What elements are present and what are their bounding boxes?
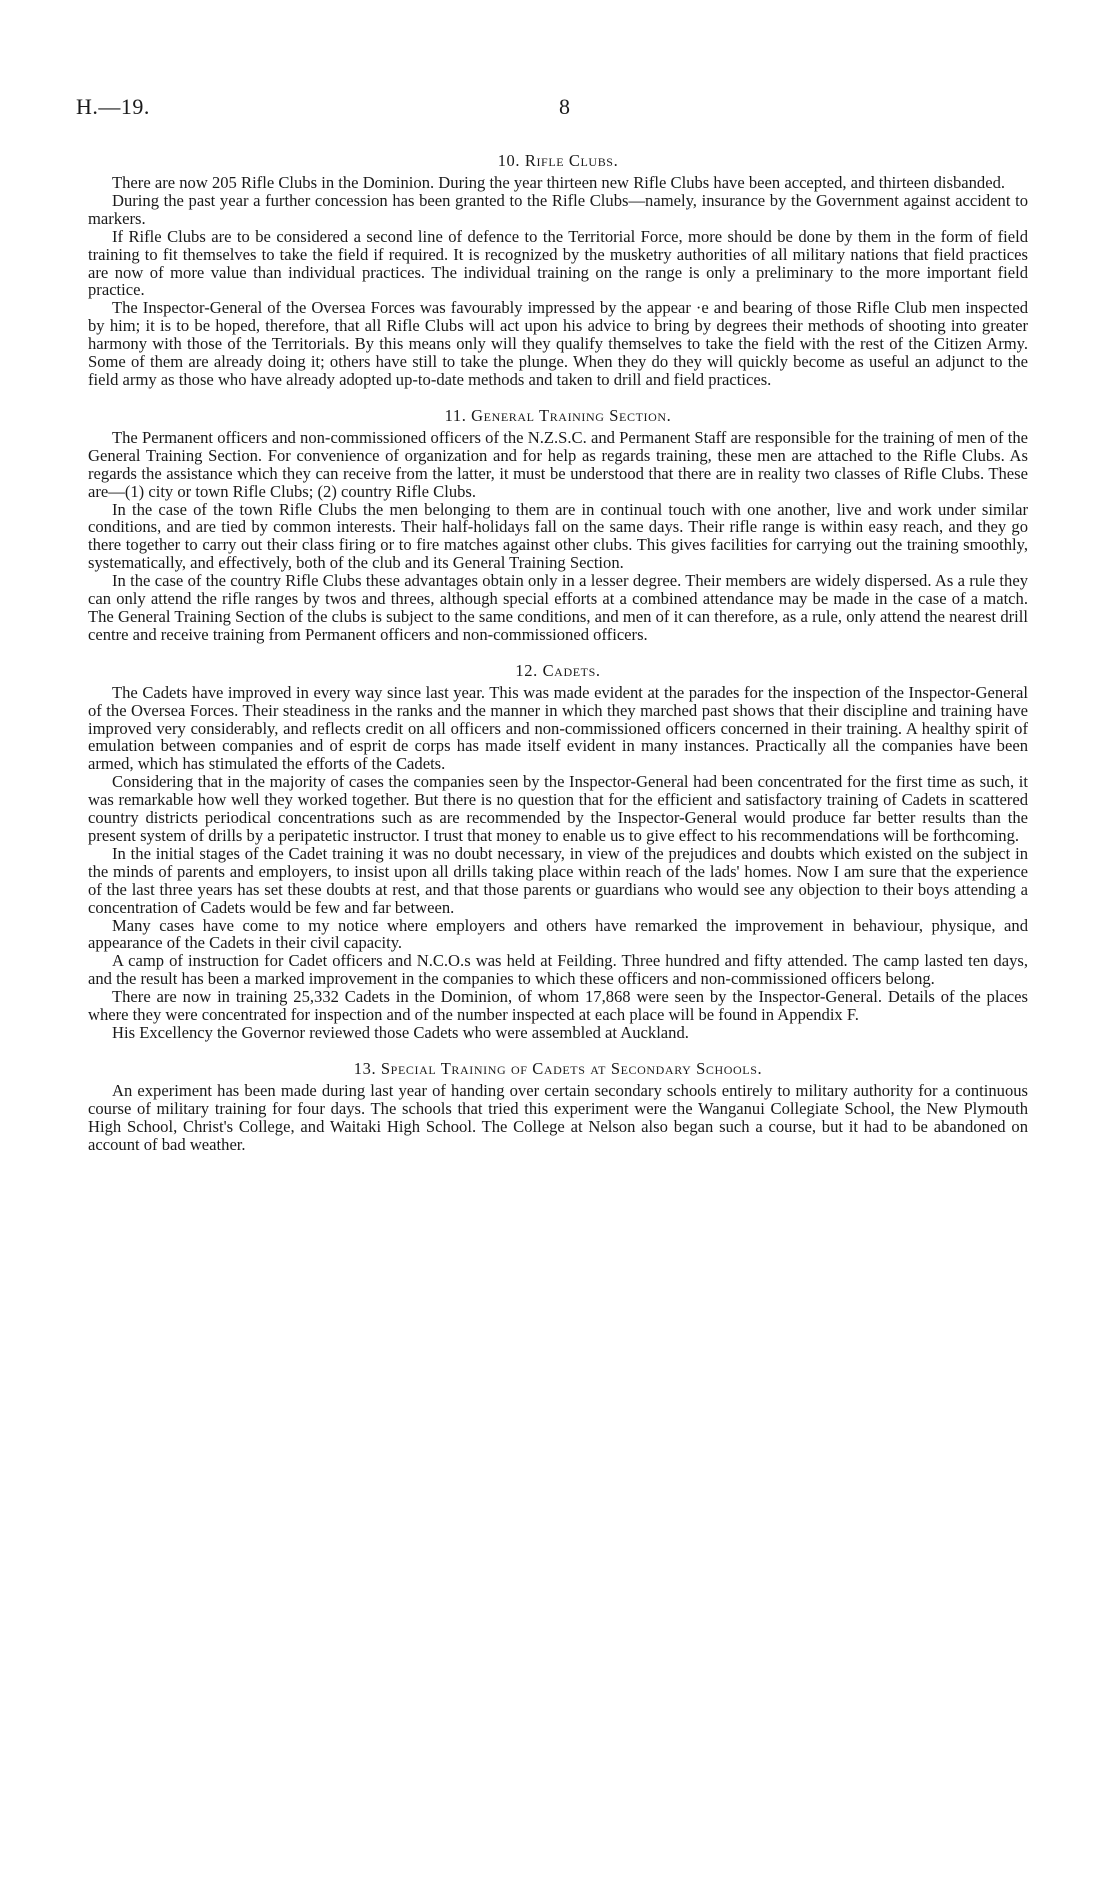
paragraph: The Cadets have improved in every way since last year. This was made evident at the parades for the inspection of the Inspector-General of the Oversea Forces. Their steadiness in the ranks and the manner in which they marched past shows that their discipline and training have improved very considerably, and reflects credit on all officers and non-commissioned officers concerned in their training. A healthy spirit of emulation between companies and of esprit de corps has made itself evident in many instances. Practically all the companies have been armed, which has stimulated the efforts of the Cadets. [88, 682, 1028, 774]
paragraph: There are now in training 25,332 Cadets in the Dominion, of whom 17,868 were seen by the Inspector-General. Details of the places where they were concentrated for inspection and of the number inspected at each place will be found in Appendix F. [88, 987, 1028, 1025]
section-rifle-clubs [88, 150, 1028, 389]
section-special-training [88, 1058, 1028, 1154]
document-reference: H.—19. [76, 94, 150, 119]
paragraph: The Permanent officers and non-commissioned officers of the N.Z.S.C. and Permanent Staff are responsible for the training of men of the General Training Section. For convenience of organization and for help as regards training, these men are attached to the Rifle Clubs. As regards the assistance which they can receive from the latter, it must be understood that there are in reality two classes of Rifle Clubs. These are—(1) city or town Rifle Clubs; (2) country Rifle Clubs. [88, 427, 1028, 501]
paragraph: Considering that in the majority of cases the companies seen by the Inspector-General had been concentrated for the first time as such, it was remarkable how well they worked together. But there is no question that for the efficient and satisfactory training of Cadets in scattered country districts periodical concentrations such as are recommended by the Inspector-General would produce far better results than the present system of drills by a peripatetic instructor. I trust that money to enable us to give effect to his recommendations will be forthcoming. [88, 772, 1028, 845]
paragraph: His Excellency the Governor reviewed those Cadets who were assembled at Auckland. [112, 1022, 689, 1042]
paragraph: In the case of the country Rifle Clubs these advantages obtain only in a lesser degree. Their members are widely dispersed. As a rule they can only attend the rifle ranges by twos and threes, although special efforts at a combined attendance may be made in the case of a match. The General Training Section of the clubs is subject to the same conditions, and men of it can therefore, as a rule, only attend the nearest drill centre and receive training from Permanent officers and non-commissioned officers. [88, 571, 1028, 644]
page-number: 8 [559, 94, 570, 119]
paragraph: The Inspector-General of the Oversea Forces was favourably impressed by the appear ·e and bearing of those Rifle Club men inspected by him; it is to be hoped, therefore, that all Rifle Clubs will act upon his advice to bring by degrees their methods of shooting into greater harmony with those of the Territorials. By this means only will they qualify themselves to take the field with the rest of the Citizen Army. Some of them are already doing it; others have still to take the plunge. When they do they will quickly become as useful an adjunct to the field army as those who have already adopted up-to-date methods and taken to drill and field practices. [88, 298, 1028, 389]
paragraph: If Rifle Clubs are to be considered a second line of defence to the Territorial Force, more should be done by them in the form of field training to fit themselves to take the field if required. It is recognized by the musketry authorities of all military nations that field practices are now of more value than individual practices. The individual training on the range is only a preliminary to the more important field practice. [88, 226, 1028, 300]
paragraph: In the initial stages of the Cadet training it was no doubt necessary, in view of the prejudices and doubts which existed on the subject in the minds of parents and employers, to insist upon all drills taking place within reach of the lads' homes. Now I am sure that the experience of the last three years has set these doubts at rest, and that those parents or guardians who would see any objection to their boys attending a concentration of Cadets would be few and far between. [88, 843, 1028, 917]
section-general-training [88, 405, 1028, 644]
section-cadets [88, 660, 1028, 1042]
paragraph: Many cases have come to my notice where employers and others have remarked the improvement in behaviour, physique, and appearance of the Cadets in their civil capacity. [88, 915, 1028, 953]
section-heading: 10. Rifle Clubs. [497, 151, 619, 170]
section-heading: 12. Cadets. [515, 660, 601, 680]
section-heading: 11. General Training Section. [444, 405, 672, 425]
paragraph: During the past year a further concession has been granted to the Rifle Clubs—namely, insurance by the Government against accident to markers. [88, 190, 1028, 228]
paragraph: There are now 205 Rifle Clubs in the Dominion. During the year thirteen new Rifle Clubs have been accepted, and thirteen disbanded. [112, 173, 1006, 192]
paragraph: A camp of instruction for Cadet officers and N.C.O.s was held at Feilding. Three hundred and fifty attended. The camp lasted ten days, and the result has been a marked improvement in the companies to which these officers and non-commissioned officers belong. [88, 951, 1028, 989]
section-heading: 13. Special Training of Cadets at Secondary Schools. [353, 1058, 763, 1078]
paragraph: An experiment has been made during last year of handing over certain secondary schools entirely to military authority for a continuous course of military training for four days. The schools that tried this experiment were the Wanganui Collegiate School, the New Plymouth High School, Christ's College, and Waitaki High School. The College at Nelson also began such a course, but it had to be abandoned on account of bad weather. [88, 1080, 1028, 1154]
page-body [88, 150, 1028, 1170]
paragraph: In the case of the town Rifle Clubs the men belonging to them are in continual touch with one another, live and work under similar conditions, and are tied by common interests. Their half-holidays fall on the same days. Their rifle range is within easy reach, and they go there together to carry out their class firing or to fire matches against other clubs. This gives facilities for carrying out the training smoothly, systematically, and effectively, both of the club and its General Training Section. [88, 499, 1028, 573]
